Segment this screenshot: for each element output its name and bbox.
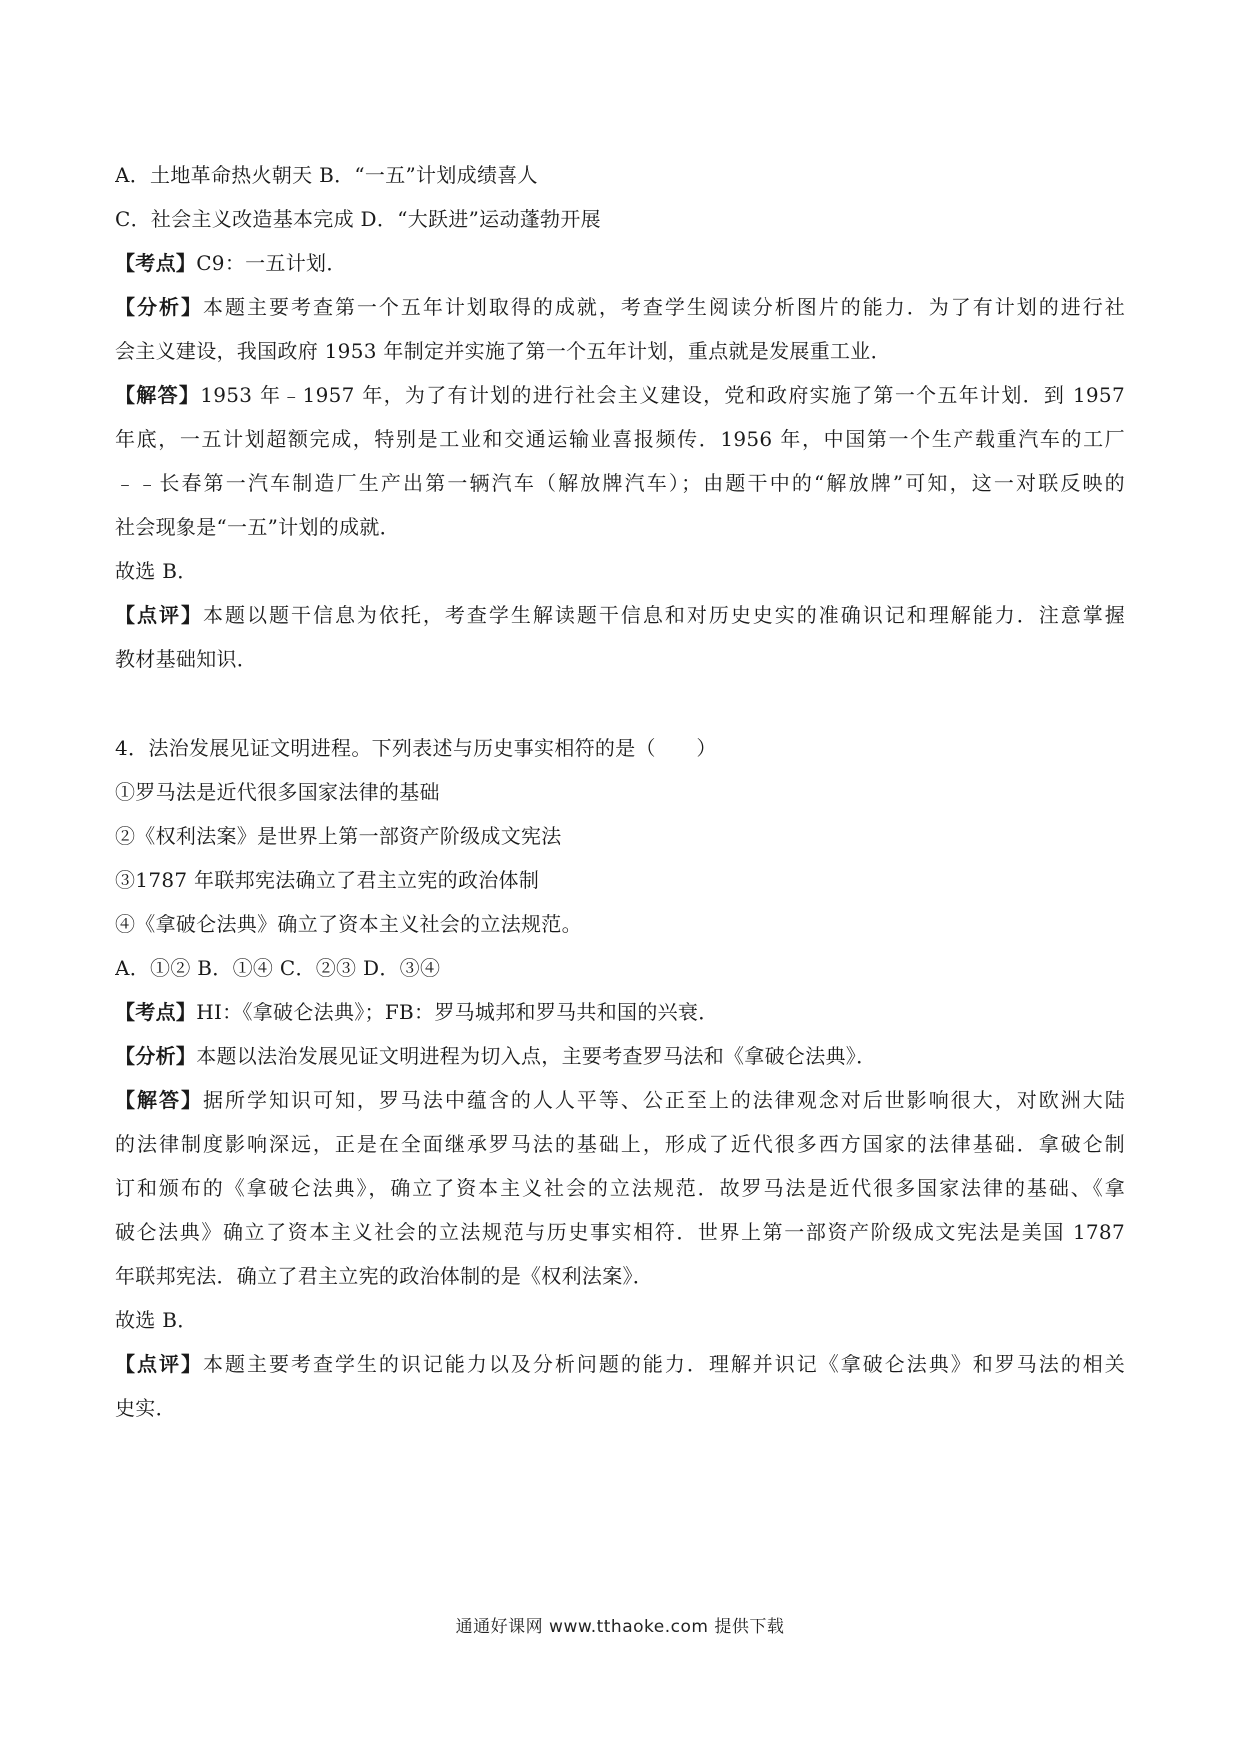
dianping-tag: 【点评】: [115, 1352, 203, 1376]
q3-jieda-line-4: 社会现象是“一五”计划的成就．: [115, 515, 400, 539]
q3-options-line-2: C．社会主义改造基本完成 D．“大跃进”运动蓬勃开展: [115, 207, 601, 231]
q4-jieda-line-1: [115, 1078, 1125, 1122]
q3-jieda-line-3: ﹣﹣长春第一汽车制造厂生产出第一辆汽车（解放牌汽车）；由题干中的“解放牌”可知，这一对联反映的: [115, 471, 1125, 495]
q4-item-2: ②《权利法案》是世界上第一部资产阶级成文宪法: [115, 824, 562, 848]
page-content: [115, 153, 1125, 1430]
kaodian-text: HI：《拿破仑法典》；FB：罗马城邦和罗马共和国的兴衰．: [196, 1000, 719, 1024]
q4-jieda-line-5: 年联邦宪法．确立了君主立宪的政治体制的是《权利法案》．: [115, 1264, 654, 1288]
fenxi-text: 本题以法治发展见证文明进程为切入点，主要考查罗马法和《拿破仑法典》．: [196, 1044, 877, 1068]
q3-kaodian: [115, 241, 1125, 285]
q4-item-4: ④《拿破仑法典》确立了资本主义社会的立法规范。: [115, 912, 582, 936]
q4-dianping-line-1: [115, 1342, 1125, 1386]
q3-options-line-1: A．土地革命热火朝天 B．“一五”计划成绩喜人: [115, 163, 538, 187]
dianping-text: 本题主要考查学生的识记能力以及分析问题的能力．理解并识记《拿破仑法典》和罗马法的相关: [202, 1352, 1125, 1376]
jieda-text: 1953 年﹣1957 年，为了有计划的进行社会主义建设，党和政府实施了第一个五年计划．到 1957: [200, 383, 1125, 407]
q3-jieda-line-2: 年底，一五计划超额完成，特别是工业和交通运输业喜报频传．1956 年，中国第一个生产载重汽车的工厂: [115, 427, 1125, 451]
kaodian-text: C9：一五计划．: [196, 251, 347, 275]
dianping-text: 本题以题干信息为依托，考查学生解读题干信息和对历史史实的准确识记和理解能力．注意掌握: [202, 603, 1125, 627]
fenxi-text: 本题主要考查第一个五年计划取得的成就，考查学生阅读分析图片的能力．为了有计划的进行社: [202, 295, 1125, 319]
fenxi-tag: 【分析】: [115, 1044, 197, 1068]
q4-dianping-line-2: 史实．: [115, 1396, 176, 1420]
dianping-tag: 【点评】: [115, 603, 203, 627]
fenxi-tag: 【分析】: [115, 295, 203, 319]
q4-item-3: ③1787 年联邦宪法确立了君主立宪的政治体制: [115, 868, 540, 892]
jieda-text: 据所学知识可知，罗马法中蕴含的人人平等、公正至上的法律观念对后世影响很大，对欧洲大陆: [202, 1088, 1125, 1112]
q4-fenxi: [115, 1034, 1125, 1078]
page-footer: 通通好课网 www.tthaoke.com 提供下载: [455, 1617, 785, 1637]
q4-kaodian: [115, 990, 1125, 1034]
q3-fenxi-line-1: [115, 285, 1125, 329]
jieda-tag: 【解答】: [115, 1088, 203, 1112]
question-gap: [115, 681, 1125, 726]
kaodian-tag: 【考点】: [115, 251, 197, 275]
q4-jieda-line-2: 的法律制度影响深远，正是在全面继承罗马法的基础上，形成了近代很多西方国家的法律基础．拿破仑制: [115, 1132, 1125, 1156]
jieda-tag: 【解答】: [115, 383, 201, 407]
q3-dianping-line-2: 教材基础知识．: [115, 647, 258, 671]
q4-jieda-line-3: 订和颁布的《拿破仑法典》，确立了资本主义社会的立法规范．故罗马法是近代很多国家法律的基础、《拿: [115, 1176, 1125, 1200]
kaodian-tag: 【考点】: [115, 1000, 197, 1024]
q3-jieda-line-1: [115, 373, 1125, 417]
q4-options: A．①② B．①④ C．②③ D．③④: [115, 956, 441, 980]
q3-answer: 故选 B．: [115, 559, 198, 583]
q3-fenxi-line-2: 会主义建设，我国政府 1953 年制定并实施了第一个五年计划，重点就是发展重工业．: [115, 339, 891, 363]
q4-stem: 4．法治发展见证文明进程。下列表述与历史事实相符的是（ ）: [115, 736, 717, 760]
q3-dianping-line-1: [115, 593, 1125, 637]
q4-answer: 故选 B．: [115, 1308, 198, 1332]
q4-item-1: ①罗马法是近代很多国家法律的基础: [115, 780, 440, 804]
q4-jieda-line-4: 破仑法典》确立了资本主义社会的立法规范与历史事实相符．世界上第一部资产阶级成文宪法是美国 1787: [115, 1220, 1125, 1244]
